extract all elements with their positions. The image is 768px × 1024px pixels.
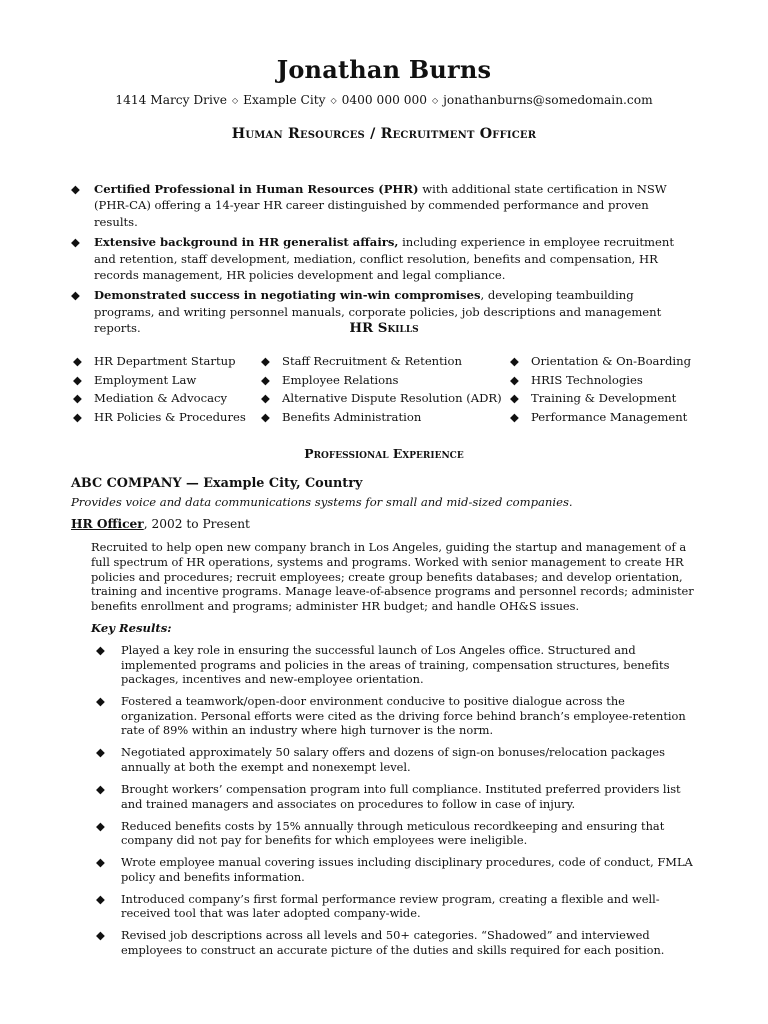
result-text: Revised job descriptions across all levels and 50+ categories. “Shadowed” and interviewed employees to construct an accurate picture of the duties and skills required for each position. (121, 928, 665, 957)
job-title: HR Officer (71, 517, 144, 531)
result-text: Reduced benefits costs by 15% annually through meticulous recordkeeping and ensuring that company did not pay for benefits for which employees were ineligible. (121, 818, 665, 848)
result-text: Wrote employee manual covering issues including disciplinary procedures, code of conduct, FMLA policy and benefits information. (121, 855, 693, 884)
address: 1414 Marcy Drive (115, 93, 227, 107)
separator-icon: ◇ (231, 96, 239, 105)
diamond-bullet-icon: ◆ (96, 928, 105, 943)
skill-item (510, 352, 691, 371)
skill-label: Performance Management (531, 409, 688, 424)
result-item (96, 892, 696, 921)
skill-item (261, 352, 502, 371)
skill-label: Employment Law (94, 372, 197, 387)
summary-item (71, 234, 691, 283)
skill-item (510, 408, 691, 427)
skill-item (510, 389, 691, 408)
city: Example City (243, 93, 326, 107)
skill-label: Staff Recruitment & Retention (282, 354, 462, 368)
summary-lead: Extensive background in HR generalist affairs, (94, 235, 399, 250)
result-item (96, 855, 696, 884)
result-text: Introduced company’s first formal performance review program, creating a flexible and well-received tool that was later adopted company-wide. (121, 891, 660, 921)
diamond-bullet-icon: ◆ (510, 372, 519, 387)
professional-title: Human Resources / Recruitment Officer (231, 126, 537, 142)
company-description: Provides voice and data communications systems for small and mid-sized companies. (71, 495, 573, 509)
result-item (96, 745, 696, 774)
skill-item (73, 352, 246, 371)
skill-item (261, 389, 502, 408)
job-dates: , 2002 to Present (143, 517, 250, 531)
diamond-bullet-icon: ◆ (510, 391, 519, 406)
diamond-bullet-icon: ◆ (261, 354, 270, 368)
skill-item (73, 408, 246, 427)
diamond-bullet-icon: ◆ (96, 781, 105, 796)
result-item (96, 694, 696, 738)
skill-label: HR Policies & Procedures (94, 409, 246, 424)
job-description: Recruited to help open new company branch in Los Angeles, guiding the startup and management of a full spectrum of HR operations, systems and programs. Worked with senior management to create HR policies and procedures; recruit employees; create group benefits databases; and develop orientation, training and incentive programs. Manage leave-of-absence programs and personnel records; administer benefits enrollment and programs; administer HR budget; and handle OH&S issues. (91, 540, 694, 614)
skill-label: Training & Development (531, 391, 677, 406)
diamond-bullet-icon: ◆ (73, 391, 82, 406)
result-text: Negotiated approximately 50 salary offers and dozens of sign-on bonuses/relocation packages annually at both the exempt and nonexempt level. (121, 745, 665, 774)
skill-label: Alternative Dispute Resolution (ADR) (282, 391, 502, 406)
diamond-bullet-icon: ◆ (96, 855, 105, 870)
diamond-bullet-icon: ◆ (510, 409, 519, 424)
diamond-bullet-icon: ◆ (71, 235, 80, 250)
skill-item (261, 371, 502, 390)
skill-item (510, 371, 691, 390)
result-item (96, 643, 696, 687)
separator-icon: ◇ (330, 96, 337, 105)
result-item (96, 782, 696, 811)
result-text: Brought workers’ compensation program into full compliance. Instituted preferred providers list and trained managers and associates on procedures to follow in case of injury. (121, 781, 681, 811)
diamond-bullet-icon: ◆ (96, 818, 105, 833)
diamond-bullet-icon: ◆ (261, 391, 270, 406)
summary-list (71, 181, 691, 341)
diamond-bullet-icon: ◆ (510, 354, 519, 368)
summary-item (71, 181, 691, 230)
diamond-bullet-icon: ◆ (261, 372, 270, 387)
skills-column (73, 352, 246, 426)
skills-heading: HR Skills (349, 320, 419, 336)
separator-icon: ◇ (431, 96, 439, 105)
contact-line (0, 93, 768, 107)
experience-heading: Professional Experience (304, 446, 464, 461)
diamond-bullet-icon: ◆ (96, 745, 105, 760)
skill-label: Benefits Administration (282, 409, 422, 424)
skills-column (510, 352, 691, 426)
skill-item (73, 389, 246, 408)
email: jonathanburns@somedomain.com (443, 93, 653, 107)
key-results-label: Key Results: (91, 621, 172, 635)
job-heading (71, 517, 250, 531)
diamond-bullet-icon: ◆ (71, 182, 80, 196)
diamond-bullet-icon: ◆ (96, 643, 105, 657)
summary-text: with additional state certification in NSW (PHR-CA) offering a 14-year HR career distinguished by commended performance and proven results. (94, 182, 667, 229)
key-results-list (96, 643, 696, 965)
result-item (96, 928, 696, 957)
summary-text: , developing teambuilding programs, and writing personnel manuals, corporate policies, job descriptions and management reports. (94, 288, 662, 336)
skill-item (261, 408, 502, 427)
skill-label: Orientation & On-Boarding (531, 354, 692, 368)
result-item (96, 819, 696, 848)
summary-text: including experience in employee recruitment and retention, staff development, mediation, conflict resolution, benefits and compensation, HR records management, HR policies development and legal compliance. (94, 235, 674, 283)
skill-label: HR Department Startup (94, 354, 236, 368)
summary-lead: Certified Professional in Human Resources (PHR) (94, 182, 419, 196)
result-text: Fostered a teamwork/open-door environment conducive to positive dialogue across the organization. Personal efforts were cited as the driving force behind branch’s employee-retention rate of 89% within an industry where high turnover is the norm. (121, 694, 686, 738)
company-name: ABC COMPANY — Example City, Country (71, 476, 363, 491)
phone: 0400 000 000 (341, 93, 427, 107)
skill-item (73, 371, 246, 390)
skill-label: Mediation & Advocacy (94, 391, 228, 406)
result-text: Played a key role in ensuring the successful launch of Los Angeles office. Structured and implemented programs and policies in the areas of training, compensation structures, benefits packages, incentives and new-employee orientation. (121, 643, 670, 687)
diamond-bullet-icon: ◆ (73, 372, 82, 387)
candidate-name: Jonathan Burns (276, 55, 492, 84)
diamond-bullet-icon: ◆ (73, 354, 82, 368)
summary-lead: Demonstrated success in negotiating win-win compromises (94, 288, 481, 303)
diamond-bullet-icon: ◆ (96, 891, 105, 906)
diamond-bullet-icon: ◆ (71, 288, 80, 303)
skill-label: Employee Relations (282, 372, 399, 387)
skill-label: HRIS Technologies (531, 372, 643, 387)
diamond-bullet-icon: ◆ (73, 409, 82, 424)
diamond-bullet-icon: ◆ (261, 409, 270, 424)
skills-column (261, 352, 502, 426)
diamond-bullet-icon: ◆ (96, 694, 105, 709)
